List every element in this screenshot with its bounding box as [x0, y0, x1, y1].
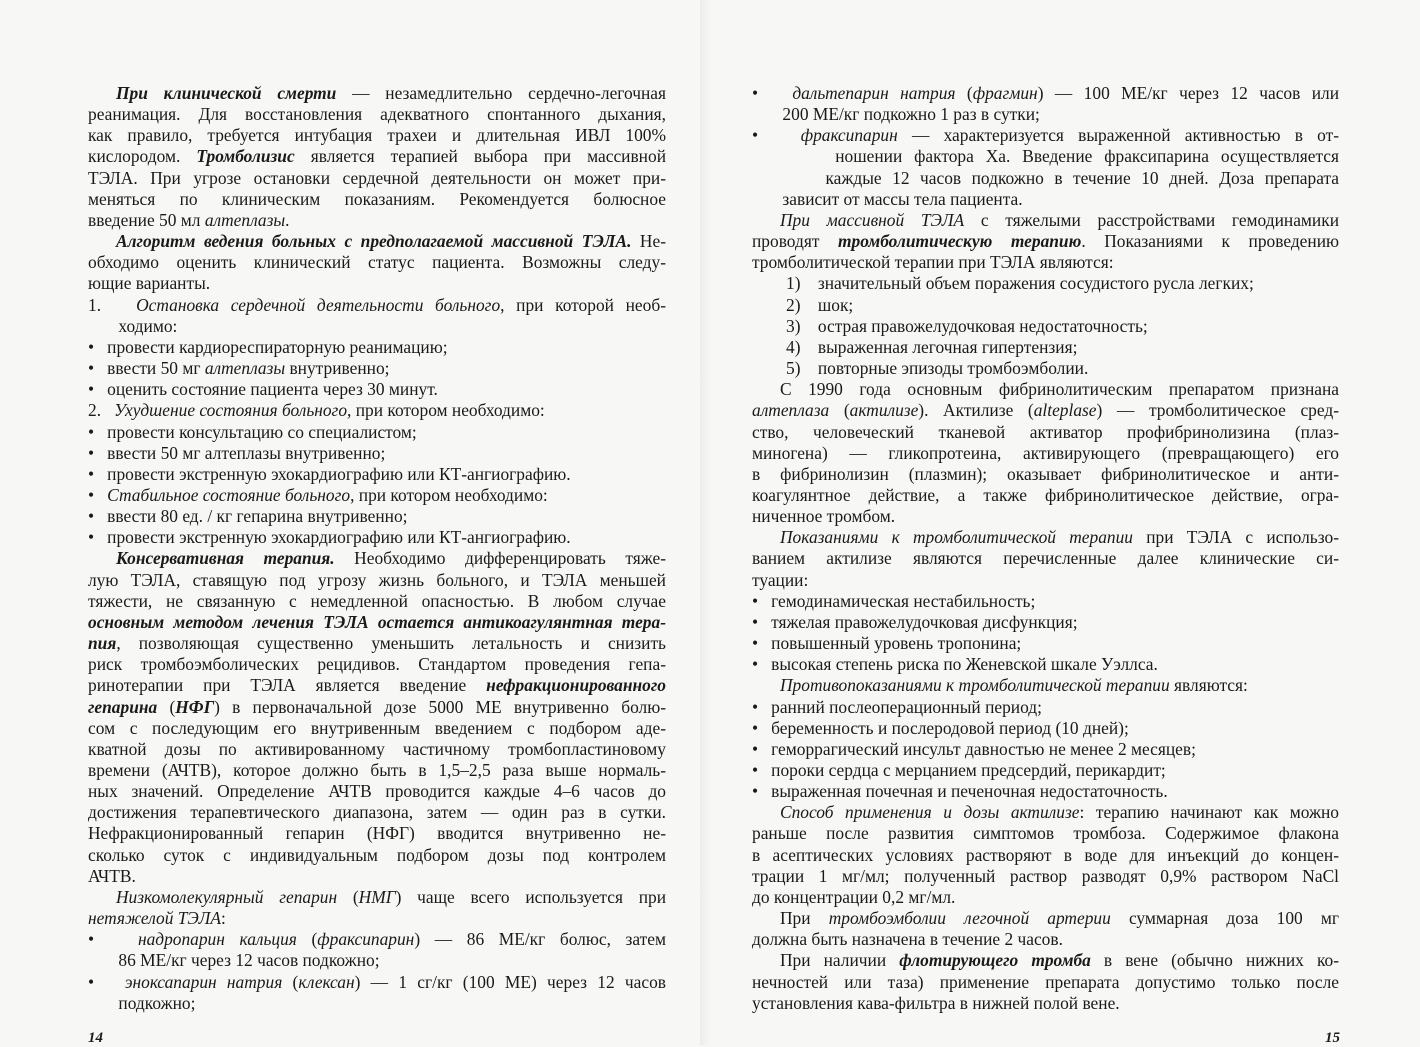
text-line: зависит от массы тела пациента.: [752, 188, 1023, 209]
text-line: меняться по клиническим показаниям. Рекомендуется болюсное: [88, 188, 666, 209]
text-line: • гемодинамическая нестабильность;: [752, 590, 1036, 611]
text-line: лую ТЭЛА, ставящую под угрозу жизнь больного, и ТЭЛА меньшей: [88, 569, 666, 590]
text-line: в асептических условиях растворяют в воде для инъекций до концен-: [752, 844, 1339, 865]
text-line: • Стабильное состояние больного, при котором необходимо:: [88, 484, 548, 505]
text-line: При тромбоэмболии легочной артерии суммарная доза 100 мг: [780, 908, 1339, 929]
text-line: • тяжелая правожелудочковая дисфункция;: [752, 611, 1078, 632]
text-line: ванием актилизе являются перечисленные далее клинические си-: [752, 548, 1339, 569]
text-line: основным методом лечения ТЭЛА остается антикоагулянтная тера-: [88, 611, 666, 632]
text-line: установления кава-фильтра в нижней полой вене.: [752, 992, 1120, 1013]
text-line: При массивной ТЭЛА с тяжелыми расстройствами гемодинамики: [780, 209, 1339, 230]
text-line: туации:: [752, 569, 809, 590]
text-line: трации 1 мг/мл; полученный раствор разводят 0,9% раствором NaCl: [752, 865, 1339, 886]
text-line: подкожно;: [88, 992, 196, 1013]
text-line: ство, человеческий тканевой активатор профибринолизина (плаз-: [752, 421, 1339, 442]
text-line: достижения терапевтического диапазона, затем — один раз в сутки.: [88, 802, 666, 823]
text-line: до концентрации 0,2 мг/мл.: [752, 886, 956, 907]
text-line: При наличии флотирующего тромба в вене (обычно нижних ко-: [780, 950, 1339, 971]
text-line: сколько суток с индивидуальным подбором дозы под контролем: [88, 844, 666, 865]
text-line: Способ применения и дозы актилизе: терапию начинают как можно: [780, 802, 1339, 823]
text-line: • высокая степень риска по Женевской шкале Уэллса.: [752, 654, 1158, 675]
text-line: • ввести 80 ед. / кг гепарина внутривенно;: [88, 506, 408, 527]
text-line: раньше после развития симптомов тромбоза. Содержимое флакона: [752, 823, 1339, 844]
text-line: в фибринолизин (плазмин); оказывает фибринолитическое и анти-: [752, 463, 1339, 484]
text-line: 5) повторные эпизоды тромбоэмболии.: [786, 358, 1089, 379]
text-line: • дальтепарин натрия (фрагмин) — 100 МЕ/кг через 12 часов или: [752, 83, 1340, 103]
text-line: кислородом. Тромболизис является терапией выбора при массивной: [88, 146, 666, 167]
text-line: • повышенный уровень тропонина;: [752, 633, 1022, 654]
left-page-number: 14: [88, 1030, 103, 1046]
text-line: • выраженная почечная и печеночная недостаточность.: [752, 781, 1168, 802]
text-line: Консервативная терапия. Необходимо дифференцировать тяже-: [116, 548, 666, 569]
text-line: • геморрагический инсульт давностью не менее 2 месяцев;: [752, 738, 1196, 759]
text-line: • пороки сердца с мерцанием предсердий, перикардит;: [752, 760, 1166, 780]
text-line: Противопоказаниями к тромболитической терапии являются:: [780, 675, 1248, 696]
text-line: • надропарин кальция (фраксипарин) — 86 МЕ/кг болюс, затем: [88, 929, 667, 950]
text-line: каждые 12 часов подкожно в течение 10 дней. Доза препарата: [752, 167, 1339, 188]
text-line: миногена) — гликопротеина, активирующего (превращающего) его: [752, 442, 1339, 463]
left-page-text: [88, 83, 666, 1014]
text-line: 1. Остановка сердечной деятельности больного, при которой необ-: [88, 294, 666, 315]
text-line: Низкомолекулярный гепарин (НМГ) чаще всего используется при: [116, 886, 667, 907]
left-page: [0, 0, 700, 1045]
text-line: должна быть назначена в течение 2 часов.: [752, 929, 1063, 950]
text-line: ринотерапии при ТЭЛА является введение нефракционированного: [88, 675, 666, 696]
text-line: 86 МЕ/кг через 12 часов подкожно;: [88, 950, 380, 971]
text-line: алтеплаза (актилизе). Актилизе (alteplase) — тромболитическое сред-: [752, 400, 1340, 421]
text-line: как правило, требуется интубация трахеи и длительная ИВЛ 100%: [88, 125, 666, 146]
text-line: реанимация. Для восстановления адекватного спонтанного дыхания,: [88, 104, 666, 125]
text-line: • эноксапарин натрия (клексан) — 1 сг/кг (100 МЕ) через 12 часов: [88, 971, 666, 992]
text-line: • провести экстренную эхокардиографию или КТ-ангиографию.: [88, 463, 571, 484]
text-line: введение 50 мл алтеплазы.: [88, 209, 290, 230]
text-line: ниченное тромбом.: [752, 506, 896, 527]
text-line: Показаниями к тромболитической терапии при ТЭЛА с использо-: [780, 527, 1339, 548]
text-line: ТЭЛА. При угрозе остановки сердечной деятельности он может при-: [88, 167, 666, 188]
text-line: • оценить состояние пациента через 30 минут.: [88, 379, 438, 400]
text-line: сом с последующим его внутривенным введением с подбором аде-: [88, 717, 666, 738]
text-line: • фраксипарин — характеризуется выраженной активностью в от-: [752, 125, 1339, 146]
text-line: • ввести 50 мг алтеплазы внутривенно;: [88, 358, 390, 379]
text-line: 4) выраженная легочная гипертензия;: [786, 336, 1078, 357]
text-line: • провести кардиореспираторную реанимацию;: [88, 336, 448, 357]
text-line: обходимо оценить клинический статус пациента. Возможны следу-: [88, 252, 666, 273]
text-line: 2) шок;: [786, 294, 854, 315]
right-page-number: 15: [1325, 1030, 1340, 1046]
text-line: коагулянтное действие, а также фибринолитическое действие, огра-: [752, 484, 1339, 505]
text-line: гепарина (НФГ) в первоначальной дозе 5000 МЕ внутривенно болю-: [88, 696, 667, 717]
text-line: • ввести 50 мг алтеплазы внутривенно;: [88, 442, 386, 463]
text-line: тромболитической терапии при ТЭЛА являются:: [752, 252, 1114, 273]
text-line: ходимо:: [88, 315, 178, 336]
text-line: ющие варианты.: [88, 273, 211, 294]
text-line: тяжести, не связанную с немедленной опасностью. В любом случае: [88, 590, 666, 611]
right-page-text: [752, 83, 1339, 1014]
text-line: нетяжелой ТЭЛА:: [88, 908, 226, 929]
text-line: проводят тромболитическую терапию. Показаниями к проведению: [752, 231, 1340, 252]
book-gutter: [700, 0, 710, 1045]
text-line: • беременность и послеродовой период (10 дней);: [752, 717, 1129, 738]
text-line: 2. Ухудшение состояния больного, при котором необходимо:: [88, 400, 545, 421]
text-line: • ранний послеоперационный период;: [752, 696, 1042, 717]
text-line: ношении фактора Ха. Введение фраксипарина осуществляется: [752, 146, 1339, 167]
text-line: риск тромбоэмболических рецидивов. Стандартом проведения гепа-: [88, 654, 666, 675]
text-line: АЧТВ.: [88, 865, 136, 886]
text-line: С 1990 года основным фибринолитическим препаратом признана: [780, 379, 1339, 400]
text-line: 200 МЕ/кг подкожно 1 раз в сутки;: [752, 104, 1040, 125]
text-line: Алгоритм ведения больных с предполагаемой массивной ТЭЛА. Не-: [116, 231, 666, 252]
text-line: При клинической смерти — незамедлительно сердечно-легочная: [116, 83, 666, 103]
text-line: 3) острая правожелудочковая недостаточность;: [786, 315, 1148, 336]
text-line: нечностей или таза) применение препарата допустимо только после: [752, 971, 1339, 992]
text-line: • провести консультацию со специалистом;: [88, 421, 417, 442]
text-line: времени (АЧТВ), которое должно быть в 1,5–2,5 раза выше нормаль-: [88, 760, 666, 780]
right-page: [710, 0, 1420, 1045]
text-line: 1) значительный объем поражения сосудистого русла легких;: [786, 273, 1254, 294]
text-line: Нефракционированный гепарин (НФГ) вводится внутривенно не-: [88, 823, 666, 844]
text-line: ных значений. Определение АЧТВ проводится каждые 4–6 часов до: [88, 781, 666, 802]
text-line: • провести экстренную эхокардиографию или КТ-ангиографию.: [88, 527, 571, 548]
text-line: пия, позволяющая существенно уменьшить летальность и снизить: [88, 633, 666, 654]
text-line: кватной дозы по активированному частичному тромбопластиновому: [88, 738, 666, 759]
